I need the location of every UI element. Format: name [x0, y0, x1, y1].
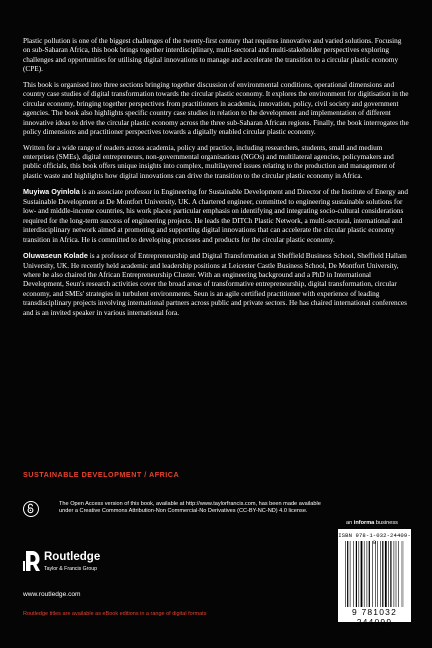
blurb-paragraph-3: Written for a wide range of readers across academia, policy and practice, including researchers, students, small and medium enterprises (SMEs), digital entrepreneurs, non-governmental organisations (NGOs) and multilateral agencies, policymakers and public officials, this book offers unique insights into complex, multilayered issues relating to the production and management of plastic waste and highlights how digital innovations can drive the transition to the circular plastic economy in Africa. [23, 143, 396, 180]
publisher-subtitle: Taylor & Francis Group [44, 566, 98, 572]
publisher-website[interactable]: www.routledge.com [23, 591, 81, 598]
description-text [23, 37, 410, 324]
publisher-name: Routledge [44, 551, 101, 563]
author-bio-text: is a professor of Entrepreneurship and Digital Transformation at Sheffield Business School, Sheffield Hallam University, UK. He recently held academic and leadership positions at Leicester Castle Business School, De Montfort University, where he also chaired the African Entrepreneurship Cluster. With an engineering background and a PhD in International Development, Seun's research activities cover the broad areas of transformative entrepreneurship, digital transformation, circular economy, and SMEs' strategies in turbulent environments. Seun is an agile certified practitioner with experience of leading transdisciplinary projects involving international partners across public and private sectors. He has chaired international conferences and is an invited speaker in various international fora. [23, 252, 407, 317]
author-name: Muyiwa Oyinlola [23, 187, 80, 197]
ebook-note: Routledge titles are available as eBook editions in a range of digital formats [23, 611, 207, 617]
barcode-bars-icon [345, 541, 404, 607]
blurb-paragraph-2: This book is organised into three sections bringing together discussion of environmental conditions, operational dimensions and country case studies of digital transformation towards the circular plastic economy. It explores the environment for digitisation in the circular economy, bringing together perspectives from practitioners in academia, innovation, policy, civil society and government agencies. The book also highlights specific country case studies in relation to the development and implementation of different innovative ideas to drive the circular plastic economy across the three sub-Saharan African regions. Finally, the book interrogates the policy dimensions and practitioner perspectives towards a digitally enabled circular plastic economy. [23, 80, 409, 137]
open-access-text: The Open Access version of this book, available at http://www.taylorfrancis.com, has been made available under a Creative Commons Attribution-Non Commercial-No Derivatives (CC-BY-NC-ND) 4.0 license. [59, 501, 321, 515]
informa-prefix: an [346, 520, 354, 526]
routledge-logo-icon [23, 549, 40, 573]
informa-brand: informa [353, 520, 375, 526]
subject-category: SUSTAINABLE DEVELOPMENT / AFRICA [23, 470, 180, 479]
barcode-digits: 9 781032 244099 [351, 607, 398, 627]
open-access-lock-icon [23, 501, 39, 517]
informa-business-label [346, 520, 398, 526]
informa-suffix: business [374, 520, 398, 526]
isbn-label: ISBN 978-1-032-24409-9 [338, 532, 411, 546]
blurb-paragraph-1: Plastic pollution is one of the biggest challenges of the twenty-first century that requires innovative and varied solutions. Focusing on sub-Saharan Africa, this book brings together interdisciplinary, multi-sectoral and multi-stakeholder perspectives exploring challenges and opportunities for utilising digital innovations to manage and accelerate the transition to a circular plastic economy (CPE). [23, 37, 402, 74]
author-bio-text: is an associate professor in Engineering for Sustainable Development and Director of the Institute of Energy and Sustainable Development at De Montfort University, UK. A chartered engineer, committed to engineering sustainable solutions for low- and middle-income countries, his work places particular emphasis on identifying and integrating socio-cultural considerations required for the long-term success of engineering projects. He leads the DITCh Plastic Network, a multi-sectoral, international and interdisciplinary network aimed at promoting and supporting digital innovations that can accelerate the circular plastic economy transition in Africa. He is committed to developing processes and products for the circular plastic economy. [23, 188, 409, 244]
publisher-logo [23, 549, 163, 589]
author-bio-1 [23, 187, 410, 245]
author-bio-2 [23, 251, 410, 318]
isbn-barcode [338, 529, 411, 627]
author-name: Oluwaseun Kolade [23, 251, 88, 261]
